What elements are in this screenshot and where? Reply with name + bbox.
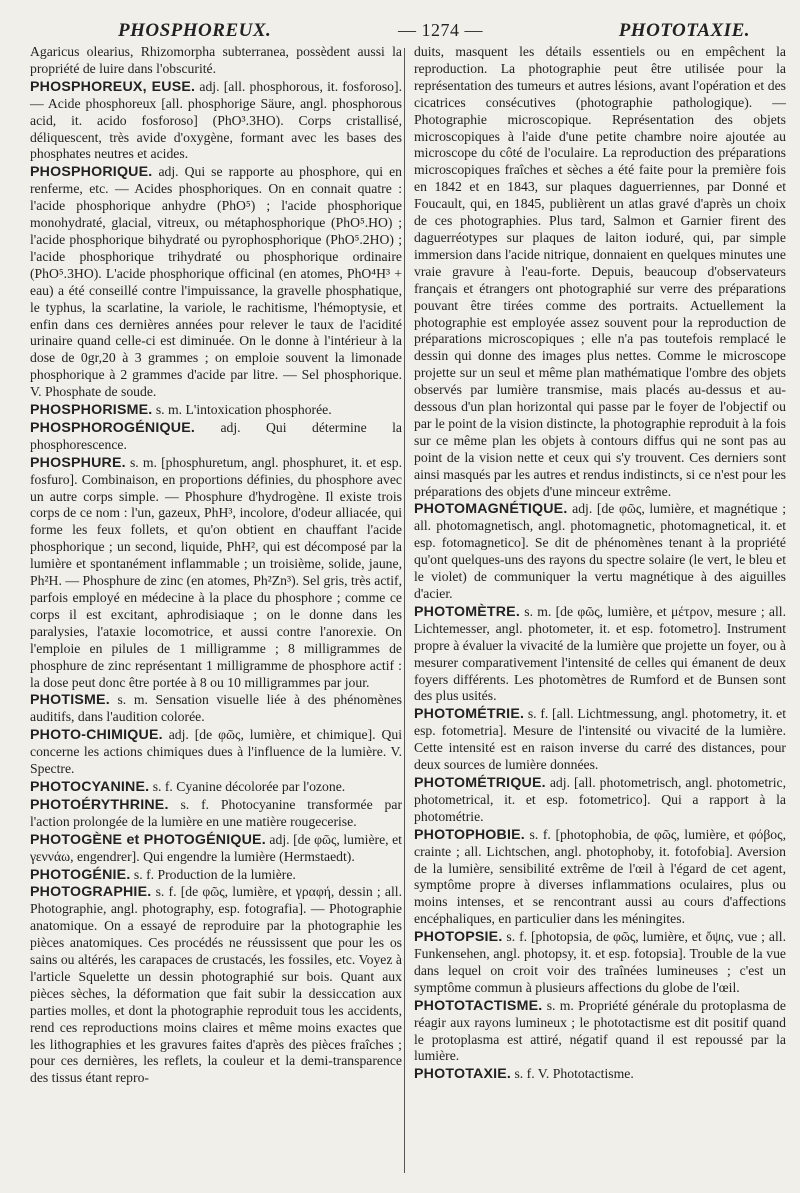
dictionary-entry xyxy=(414,501,786,602)
entry-text: s. f. [all. Lichtmessung, angl. photometry, it. et esp. fotometria]. Mesure de l'intensité ou vivacité de la lumière. Cette intensité est en raison inverse du carré des distances, pour deux sources de lumière données. xyxy=(414,706,786,773)
dictionary-entry xyxy=(414,775,786,826)
entry-text: s. m. [de φῶς, lumière, et μέτρον, mesure ; all. Lichtemesser, angl. photometer, it. et esp. fotometro]. Instrument propre à évaluer la vivacité de la lumière que projette un foyer, ou à mesurer comparativement l'intensité de celles qui émanent de deux foyers différents. Les photomètres de Rumford et de Bunsen sont des plus usités. xyxy=(414,603,787,704)
dictionary-entry xyxy=(30,832,402,866)
entry-text: s. f. [photopsia, de φῶς, lumière, et ὄψις, vue ; all. Funkensehen, angl. photopsy, it. et esp. fotopsia]. Trouble de la vue dans lequel on croit voir des traînées lumineuses ; c'est un symptôme commun à plusieurs affections du globe de l'œil. xyxy=(414,929,786,995)
entry-text: s. m. L'intoxication phosphorée. xyxy=(155,402,332,418)
entry-headword: PHOTOMÉTRIE. xyxy=(414,706,525,723)
dictionary-entry xyxy=(30,692,402,726)
entry-headword: PHOTOPSIE. xyxy=(414,929,503,946)
entry-headword: PHOSPHOROGÉNIQUE. xyxy=(30,419,196,436)
entry-text: s. f. [photophobia, de φῶς, lumière, et φόβος, crainte ; all. Lichtschen, angl. photophoby, it. fotofobia]. Aversion de la lumière, sensibilité extrême de l'œil à l'égard de cet agent, symptôme propre à diverses inflammations oculaires, plus ou moins intenses, et se rencontrant aussi au cours d'affections encéphaliques, en particulier dans les méningites. xyxy=(414,826,786,927)
entry-text: adj. [all. phosphorous, it. fosforoso]. — Acide phosphoreux [all. phosphorige Säure, angl. phosphorous acid, it. acido fosforoso] (PhO³.3HO). Corps cristallisé, déliquescent, très avide d'oxygène, formant avec les bases des phosphates neutres et acides. xyxy=(30,78,402,162)
entry-headword: PHOTOGÈNE et PHOTOGÉNIQUE. xyxy=(30,831,266,848)
dictionary-entry xyxy=(30,779,402,796)
entry-text: adj. [de φῶς, lumière, et γεννάω, engendrer]. Qui engendre la lumière (Hermstaedt). xyxy=(30,831,402,864)
dictionary-entry xyxy=(30,797,402,831)
entry-text: adj. [de φῶς, lumière, et magnétique ; all. photomagnetisch, angl. photomagnetic, photomagnetical, it. et esp. fotomagnetico]. Se dit de phénomènes tenant à la propriété qu'ont quelques-uns des rayons du spectre solaire (le vert, le bleu et le violet) de communiquer la vertu magnétique à des aiguilles d'acier. xyxy=(414,501,786,601)
entry-text: adj. Qui détermine la phosphorescence. xyxy=(30,419,403,452)
entry-headword: PHOTOMÉTRIQUE. xyxy=(414,774,546,791)
right-column xyxy=(414,44,786,1084)
dictionary-entry xyxy=(414,44,786,500)
entry-text: s. f. V. Phototactisme. xyxy=(514,1066,634,1082)
entry-text: s. f. Photocyanine transformée par l'action prolongée de la lumière en une matière rougecerise. xyxy=(30,796,403,829)
dictionary-entry xyxy=(30,420,402,454)
entry-text: duits, masquent les détails essentiels ou en empêchent la reproduction. La photographie peut être utilisée pour la représentation des tumeurs et autres lésions, avant l'opération et des cicatrices consécutives (photographie pathologique). — Photographie microscopique. Représentation des objets microscopiques à l'aide d'une petite chambre noire ajoutée au microscope du côté de l'oculaire. La reproduction des préparations microscopiques fraîches et sèches a été faite pour la première fois en 1842 et en 1843, sur plaques daguerriennes, par Donné et Foucault, qui, en 1845, publièrent un atlas gravé d'après un choix de ces photographies. Plus tard, Salmon et Garnier firent des daguerréotypes sur plaques de laiton ioduré, qui, par simple immersion dans l'acide nitrique, donnaient en quelques minutes une vraie gravure à l'eau-forte. Depuis, beaucoup d'observateurs français et étrangers ont photographié sur verre des préparations pouvant être tirées comme des portraits. Actuellement la photographie est employée assez souvent pour la reproduction de préparations microscopiques ; elle n'a pas toutefois remplacé le dessin qui donne des images plus nettes. Comme le microscope projette sur un seul et même plan mathématique l'ombre des objets observés par lumière transmise, mais placés au-dessus et au-dessous d'un plan horizontal qui passe par le foyer de l'objectif ou par le point de la vision distincte, la photographie reproduit à la fois sur ce même plan les objets à contours diffus qui ne sont pas au point de la vision nette et ceux qui s'y trouvent. Ces derniers sont ainsi masqués par les autres et rendus indistincts, si ce n'est pour les préparations des objets d'une minceur extrême. xyxy=(414,44,786,499)
entry-headword: PHOTOTAXIE. xyxy=(414,1066,512,1083)
dictionary-entry xyxy=(414,929,786,997)
left-column xyxy=(30,44,402,1088)
entry-text: s. f. Cyanine décolorée par l'ozone. xyxy=(152,778,346,794)
entry-text: s. f. Production de la lumière. xyxy=(133,866,296,882)
entry-headword: PHOTOMÈTRE. xyxy=(414,603,520,620)
entry-headword: PHOSPHOREUX, EUSE. xyxy=(30,78,196,95)
dictionary-entry xyxy=(30,455,402,692)
page-header xyxy=(30,14,782,44)
entry-text: adj. [all. photometrisch, angl. photometric, photometrical, it. et esp. fotometrico]. Qui a rapport à la photométrie. xyxy=(414,774,787,824)
entry-headword: PHOTOPHOBIE. xyxy=(414,826,525,843)
entry-headword: PHOTISME. xyxy=(30,692,110,709)
entry-headword: PHOTOCYANINE. xyxy=(30,778,150,795)
entry-text: s. f. [de φῶς, lumière, et γραφή, dessin ; all. Photographie, angl. photography, esp. fotografia]. — Photographie anatomique. On a essayé de reproduire par la photographie les pièces anatomiques. Ces procédés ne réussissent que pour les os sains ou altérés, les carapaces de crustacés, les fossiles, etc. Voyez à l'article Squelette un dessin photographié sur bois. Quant aux pièces sèches, la déformation que fait subir la dessiccation aux parties molles, et dont la photographie reproduit tous les accidents, rend ces reproductions moins claires et même moins exactes que les lithographies et les gravures faites d'après des pièces fraîches ; pour ces dernières, les reflets, la couleur et la demi-transparence des tissus étant repro- xyxy=(30,884,403,1086)
dictionary-entry xyxy=(414,706,786,774)
dictionary-entry xyxy=(30,164,402,401)
dictionary-entry xyxy=(414,604,786,705)
dictionary-entry xyxy=(414,827,786,928)
dictionary-entry xyxy=(30,867,402,884)
dictionary-entry xyxy=(414,998,786,1066)
dictionary-entry xyxy=(414,1066,786,1083)
entry-headword: PHOTOGÉNIE. xyxy=(30,866,131,883)
dictionary-entry xyxy=(30,402,402,419)
columns xyxy=(30,44,787,1193)
entry-headword: PHOSPHURE. xyxy=(30,454,126,471)
entry-headword: PHOSPHORISME. xyxy=(30,402,153,419)
dictionary-entry xyxy=(30,727,402,778)
dictionary-entry xyxy=(30,79,402,164)
entry-text: s. m. [phosphuretum, angl. phosphuret, it. et esp. fosfuro]. Combinaison, en proportions définies, du phosphore avec un autre corps simple. — Phosphure d'hydrogène. Il existe trois corps de ce nom : l'un, gazeux, PhH³, incolore, d'odeur alliacée, qui forme les feux follets, et qu'on obtient en chauffant l'acide phosphorique ; un second, liquide, PhH², qui est décomposé par la lumière et spontanément inflammable ; un troisième, solide, jaune, Ph²H. — Phosphure de zinc (en atomes, Ph²Zn³). Sel gris, très actif, parfois employé en médecine à la place du phosphore ; comme ce corps il est excitant, aphrodisiaque ; on le donne dans les paralysies, l'ataxie locomotrice, et aussi contre l'anorexie. On l'emploie en pilules de 1 milligramme ; 8 milligrammes de phosphure de zinc représentant 1 milligramme de phosphore actif : la dose peut donc être portée à 8 ou 10 milligrammes par jour. xyxy=(30,454,403,690)
running-head-left: PHOSPHOREUX. xyxy=(118,20,272,41)
entry-text: adj. [de φῶς, lumière, et chimique]. Qui concerne les actions chimiques dues à l'influence de la lumière. V. Spectre. xyxy=(30,727,403,777)
entry-text: Agaricus olearius, Rhizomorpha subterranea, possèdent aussi la propriété de luire dans l'obscurité. xyxy=(30,44,402,76)
dictionary-entry xyxy=(30,44,402,78)
entry-headword: PHOTO-CHIMIQUE. xyxy=(30,727,163,744)
entry-headword: PHOTOMAGNÉTIQUE. xyxy=(414,501,568,518)
entry-headword: PHOTOÉRYTHRINE. xyxy=(30,796,169,813)
entry-text: s. m. Propriété générale du protoplasma de réagir aux rayons lumineux ; le phototactisme est dit positif quand le protoplasma est attiré, négatif quand il est repoussé par la lumière. xyxy=(414,997,787,1064)
entry-text: s. m. Sensation visuelle liée à des phénomènes auditifs, dans l'audition colorée. xyxy=(30,692,402,725)
page-number: — 1274 — xyxy=(398,20,483,40)
entry-headword: PHOSPHORIQUE. xyxy=(30,164,153,181)
running-head-right: PHOTOTAXIE. xyxy=(618,20,750,41)
entry-headword: PHOTOGRAPHIE. xyxy=(30,884,152,901)
entry-headword: PHOTOTACTISME. xyxy=(414,997,543,1014)
entry-text: adj. Qui se rapporte au phosphore, qui en renferme, etc. — Acides phosphoriques. On en connait quatre : l'acide phosphorique anhydre (PhO⁵) ; l'acide phosphorique monohydraté, glacial, vitreux, ou métaphosphorique (PhO⁵.HO) ; l'acide phosphorique bihydraté ou pyrophosphorique (PhO⁵.2HO) ; l'acide phosphorique trihydraté ou phosphorique ordinaire (PhO⁵.3HO). L'acide phosphorique officinal (en atomes, PhO⁴H³ + eau) a été conseillé contre l'impuissance, la gravelle phosphatique, le typhus, la scarlatine, la variole, le rachitisme, l'hémoptysie, et enfin dans ces dernières années pour relever le taux de l'acidité urinaire quand celle-ci est diminuée. On le donne à l'intérieur à la dose de 0gr,20 à 3 grammes ; on emploie souvent la limonade phosphorique à 2 grammes d'acide par litre. — Sel phosphorique. V. Phosphate de soude. xyxy=(30,164,402,400)
dictionary-entry xyxy=(30,884,402,1087)
